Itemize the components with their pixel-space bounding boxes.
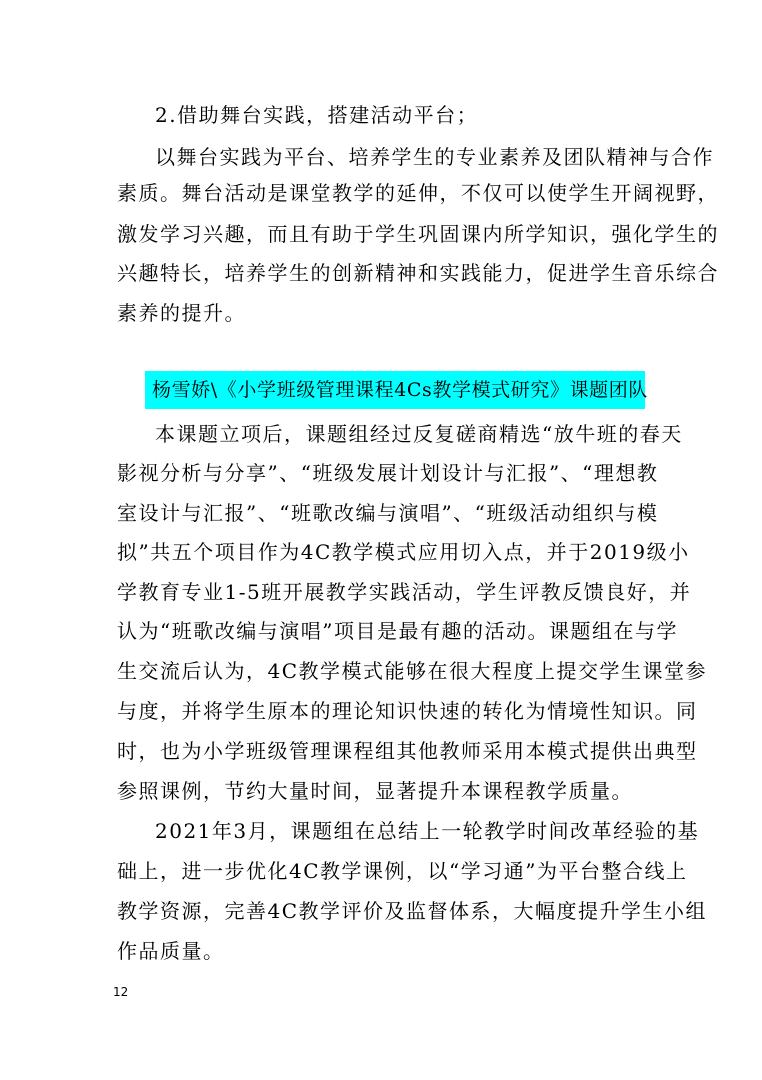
paragraph-line: 影视分析与分享”、“班级发展计划设计与汇报”、“理想教 [117, 461, 659, 485]
paragraph-line: 作品质量。 [117, 939, 225, 963]
paragraph-line: 素养的提升。 [117, 301, 246, 325]
paragraph-line: 生交流后认为，4C教学模式能够在很大程度上提交学生课堂参 [117, 659, 708, 683]
paragraph-line: 激发学习兴趣，而且有助于学生巩固课内所学知识，强化学生的 [117, 222, 719, 246]
paragraph-line: 兴趣特长，培养学生的创新精神和实践能力，促进学生音乐综合 [117, 261, 719, 285]
paragraph-line: 与度，并将学生原本的理论知识快速的转化为情境性知识。同 [117, 699, 698, 723]
paragraph-line: 时，也为小学班级管理课程组其他教师采用本模式提供出典型 [117, 739, 698, 763]
paragraph-line: 础上，进一步优化4C教学课例，以“学习通”为平台整合线上 [117, 859, 688, 883]
paragraph-line: 拟”共五个项目作为4C教学模式应用切入点，并于2019级小 [117, 540, 690, 564]
paragraph-line: 教学资源，完善4C教学评价及监督体系，大幅度提升学生小组 [117, 899, 708, 923]
paragraph-line: 2021年3月，课题组在总结上一轮教学时间改革经验的基 [155, 819, 700, 843]
paragraph-line: 素质。舞台活动是课堂教学的延伸，不仅可以使学生开阔视野， [117, 181, 719, 205]
paragraph-line: 室设计与汇报”、“班歌改编与演唱”、“班级活动组织与模 [117, 501, 659, 525]
section-item-heading: 2.借助舞台实践，搭建活动平台； [155, 103, 479, 127]
paragraph-line: 以舞台实践为平台、培养学生的专业素养及团队精神与合作 [155, 145, 714, 169]
highlighted-team-heading: 杨雪娇\《小学班级管理课程4Cs教学模式研究》课题团队 [152, 379, 648, 401]
paragraph-line: 参照课例，节约大量时间，显著提升本课程教学质量。 [117, 779, 633, 803]
paragraph-line: 本课题立项后，课题组经过反复磋商精选“放牛班的春天 [155, 422, 683, 446]
page-number: 12 [113, 985, 129, 999]
paragraph-line: 学教育专业1-5班开展教学实践活动，学生评教反馈良好，并 [117, 580, 692, 604]
paragraph-line: 认为“班歌改编与演唱”项目是最有趣的活动。课题组在与学 [117, 619, 678, 643]
